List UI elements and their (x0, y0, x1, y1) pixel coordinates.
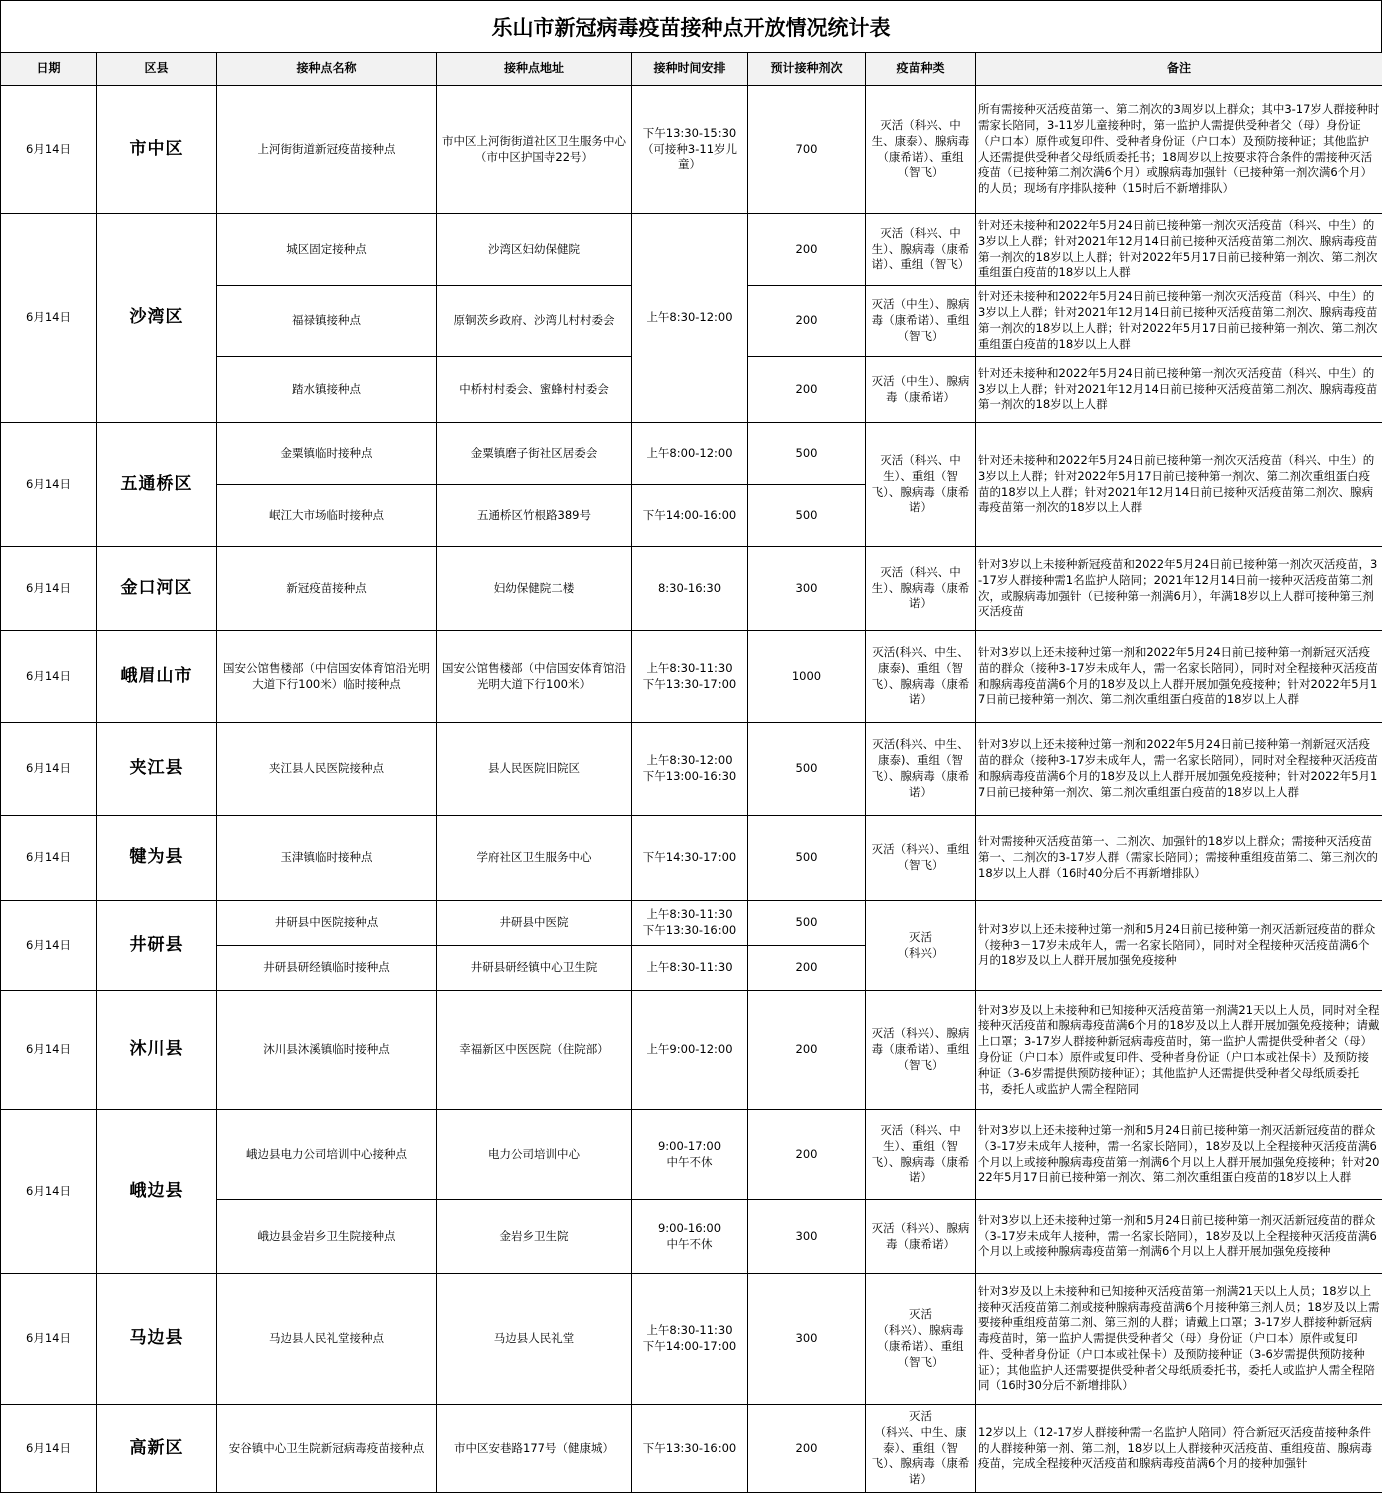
doses-cell: 200 (748, 1405, 866, 1493)
site-address-cell: 学府社区卫生服务中心 (437, 816, 632, 901)
site-address-cell: 沙湾区妇幼保健院 (437, 214, 632, 286)
time-cell: 8:30-16:30 (632, 547, 748, 631)
site-name-cell: 福禄镇接种点 (217, 286, 437, 357)
county-cell: 夹江县 (97, 723, 217, 816)
site-name-cell: 沐川县沐溪镇临时接种点 (217, 991, 437, 1110)
vaccine-cell: 灭活（科兴）、腺病毒（康希诺）、重组（智飞） (866, 991, 976, 1110)
table-row (1, 1110, 1382, 1200)
note-cell: 针对还未接种和2022年5月24日前已接种第一剂次灭活疫苗（科兴、中生）的3岁以上人群；针对2021年12月14日前已接种灭活疫苗第二剂次、腺病毒疫苗第一剂次的18岁以上人群；针对2022年5月17日前已接种第一剂次、第二剂次重组蛋白疫苗的18岁以上人群 (976, 214, 1382, 286)
time-cell: 上午8:30-12:00 (632, 214, 748, 423)
site-name-cell: 新冠疫苗接种点 (217, 547, 437, 631)
header-doses: 预计接种剂次 (748, 53, 866, 86)
county-cell: 金口河区 (97, 547, 217, 631)
header-vaccine: 疫苗种类 (866, 53, 976, 86)
site-address-cell: 井研县中医院 (437, 901, 632, 946)
table-row (1, 214, 1382, 286)
time-cell: 上午8:30-12:00 下午13:00-16:30 (632, 723, 748, 816)
doses-cell: 200 (748, 946, 866, 991)
date-cell: 6月14日 (1, 214, 97, 423)
county-cell: 五通桥区 (97, 423, 217, 547)
time-cell: 上午8:30-11:30 下午13:30-16:00 (632, 901, 748, 946)
header-site-name: 接种点名称 (217, 53, 437, 86)
site-name-cell: 踏水镇接种点 (217, 357, 437, 423)
county-cell: 市中区 (97, 86, 217, 214)
time-cell: 上午8:30-11:30 下午14:00-17:00 (632, 1274, 748, 1405)
date-cell: 6月14日 (1, 1274, 97, 1405)
header-time: 接种时间安排 (632, 53, 748, 86)
note-cell: 针对还未接种和2022年5月24日前已接种第一剂次灭活疫苗（科兴、中生）的3岁以上人群；针对2022年5月17日前已接种第一剂次、第二剂次重组蛋白疫苗的18岁以上人群；针对2021年12月14日前已接种灭活疫苗第二剂次、腺病毒疫苗第一剂次的18岁以上人群 (976, 423, 1382, 547)
doses-cell: 500 (748, 423, 866, 485)
doses-cell: 300 (748, 547, 866, 631)
time-cell: 下午14:30-17:00 (632, 816, 748, 901)
vaccine-cell: 灭活（中生）、腺病毒（康希诺） (866, 357, 976, 423)
doses-cell: 200 (748, 357, 866, 423)
doses-cell: 200 (748, 1110, 866, 1200)
vaccine-cell: 灭活 （科兴） (866, 901, 976, 991)
vaccine-cell: 灭活(科兴、中生、康泰)、重组（智飞）、腺病毒（康希诺） (866, 631, 976, 723)
site-name-cell: 金粟镇临时接种点 (217, 423, 437, 485)
doses-cell: 1000 (748, 631, 866, 723)
table-row (1, 901, 1382, 946)
site-address-cell: 电力公司培训中心 (437, 1110, 632, 1200)
site-name-cell: 城区固定接种点 (217, 214, 437, 286)
site-address-cell: 国安公馆售楼部（中信国安体育馆沿光明大道下行100米） (437, 631, 632, 723)
table-row (1, 423, 1382, 485)
header-county: 区县 (97, 53, 217, 86)
site-address-cell: 市中区安巷路177号（健康城） (437, 1405, 632, 1493)
county-cell: 井研县 (97, 901, 217, 991)
doses-cell: 500 (748, 816, 866, 901)
table-row (1, 86, 1382, 214)
page-title: 乐山市新冠病毒疫苗接种点开放情况统计表 (0, 0, 1382, 52)
header-date: 日期 (1, 53, 97, 86)
vaccine-cell: 灭活（科兴、中生、康泰）、腺病毒（康希诺）、重组（智飞） (866, 86, 976, 214)
site-name-cell: 安谷镇中心卫生院新冠病毒疫苗接种点 (217, 1405, 437, 1493)
note-cell: 针对3岁以上还未接种过第一剂和5月24日前已接种第一剂灭活新冠疫苗的群众（3-17岁未成年人接种，需一名家长陪同），18岁及以上全程接种灭活疫苗满6个月以上或接种腺病毒疫苗第一剂满6个月以上人群开展加强免疫接种；针对2022年5月17日前已接种第一剂次、第二剂次重组蛋白疫苗的18岁以上人群 (976, 1110, 1382, 1200)
site-address-cell: 井研县研经镇中心卫生院 (437, 946, 632, 991)
note-cell: 针对3岁以上还未接种过第一剂和5月24日前已接种第一剂灭活新冠疫苗的群众（接种3－17岁未成年人，需一名家长陪同），同时对全程接种灭活疫苗满6个月的18岁及以上人群开展加强免疫接种 (976, 901, 1382, 991)
doses-cell: 500 (748, 485, 866, 547)
vaccine-cell: 灭活（中生）、腺病毒（康希诺）、重组（智飞） (866, 286, 976, 357)
vaccine-cell: 灭活 （科兴）、腺病毒（康希诺）、重组（智飞） (866, 1274, 976, 1405)
doses-cell: 500 (748, 723, 866, 816)
site-name-cell: 玉津镇临时接种点 (217, 816, 437, 901)
doses-cell: 200 (748, 991, 866, 1110)
site-address-cell: 中桥村村委会、蜜蜂村村委会 (437, 357, 632, 423)
doses-cell: 200 (748, 214, 866, 286)
date-cell: 6月14日 (1, 1110, 97, 1274)
vaccination-table (0, 52, 1382, 1493)
table-row (1, 631, 1382, 723)
site-name-cell: 岷江大市场临时接种点 (217, 485, 437, 547)
site-address-cell: 马边县人民礼堂 (437, 1274, 632, 1405)
site-address-cell: 市中区上河街街道社区卫生服务中心（市中区护国寺22号） (437, 86, 632, 214)
site-name-cell: 井研县研经镇临时接种点 (217, 946, 437, 991)
site-address-cell: 金粟镇磨子街社区居委会 (437, 423, 632, 485)
site-name-cell: 峨边县电力公司培训中心接种点 (217, 1110, 437, 1200)
time-cell: 上午8:30-11:30 下午13:30-17:00 (632, 631, 748, 723)
note-cell: 针对3岁以上还未接种过第一剂和2022年5月24日前已接种第一剂新冠灭活疫苗的群众（接种3-17岁未成年人，需一名家长陪同），同时对全程接种灭活疫苗和腺病毒疫苗满6个月的18岁及以上人群开展加强免疫接种；针对2022年5月17日前已接种第一剂次、第二剂次重组蛋白疫苗的18岁以上人群 (976, 631, 1382, 723)
table-row (1, 723, 1382, 816)
county-cell: 峨边县 (97, 1110, 217, 1274)
time-cell: 上午9:00-12:00 (632, 991, 748, 1110)
site-address-cell: 妇幼保健院二楼 (437, 547, 632, 631)
vaccine-cell: 灭活（科兴、中生）、重组（智飞）、腺病毒（康希诺） (866, 423, 976, 547)
vaccine-cell: 灭活（科兴、中生）、腺病毒（康希诺）、重组（智飞） (866, 214, 976, 286)
site-address-cell: 幸福新区中医医院（住院部） (437, 991, 632, 1110)
table-row (1, 1274, 1382, 1405)
date-cell: 6月14日 (1, 86, 97, 214)
site-name-cell: 井研县中医院接种点 (217, 901, 437, 946)
site-name-cell: 峨边县金岩乡卫生院接种点 (217, 1200, 437, 1274)
vaccine-cell: 灭活（科兴、中生）、腺病毒（康希诺） (866, 547, 976, 631)
vaccine-cell: 灭活（科兴）、腺病毒（康希诺） (866, 1200, 976, 1274)
doses-cell: 300 (748, 1274, 866, 1405)
site-name-cell: 国安公馆售楼部（中信国安体育馆沿光明大道下行100米）临时接种点 (217, 631, 437, 723)
note-cell: 针对3岁以上还未接种过第一剂和2022年5月24日前已接种第一剂新冠灭活疫苗的群众（接种3-17岁未成年人，需一名家长陪同），同时对全程接种灭活疫苗和腺病毒疫苗满6个月的18岁及以上人群开展加强免疫接种；针对2022年5月17日前已接种第一剂次、第二剂次重组蛋白疫苗的18岁以上人群 (976, 723, 1382, 816)
date-cell: 6月14日 (1, 991, 97, 1110)
date-cell: 6月14日 (1, 723, 97, 816)
vaccine-cell: 灭活（科兴、中生）、重组（智飞）、腺病毒（康希诺） (866, 1110, 976, 1200)
site-address-cell: 县人民医院旧院区 (437, 723, 632, 816)
date-cell: 6月14日 (1, 901, 97, 991)
table-row (1, 991, 1382, 1110)
header-note: 备注 (976, 53, 1382, 86)
date-cell: 6月14日 (1, 547, 97, 631)
note-cell: 针对还未接种和2022年5月24日前已接种第一剂次灭活疫苗（科兴、中生）的3岁以上人群；针对2021年12月14日前已接种灭活疫苗第二剂次、腺病毒疫苗第一剂次的18岁以上人群 (976, 357, 1382, 423)
note-cell: 针对3岁以上未接种新冠疫苗和2022年5月24日前已接种第一剂次灭活疫苗，3-17岁人群接种需1名监护人陪同；2021年12月14日前一接种灭活疫苗第二剂次，或腺病毒加强针（已接种第一剂满6月），年满18岁以上人群可接种第三剂灭活疫苗 (976, 547, 1382, 631)
note-cell: 所有需接种灭活疫苗第一、第二剂次的3周岁以上群众；其中3-17岁人群接种时需家长陪同，3-11岁儿童接种时，第一监护人需提供受种者父（母）身份证（户口本）原件或复印件、受种者身份证（户口本）及预防接种证；其他监护人还需提供受种者父母纸质委托书；18周岁以上按要求符合条件的需接种灭活疫苗（已接种第二剂次满6个月）或腺病毒加强针（已接种第一剂次满6个月）的人员；现场有序排队接种（15时后不新增排队） (976, 86, 1382, 214)
note-cell: 针对3岁及以上未接种和已知接种灭活疫苗第一剂满21天以上人员；18岁以上接种灭活疫苗第二剂或接种腺病毒疫苗满6个月接种第三剂人员；18岁及以上需要接种重组疫苗第二剂、第三剂的人群；请戴上口罩；3-17岁人群接种新冠病毒疫苗时，第一监护人需提供受种者父（母）身份证（户口本）原件或复印件、受种者身份证（户口本或社保卡）及预防接种证（3-6岁需提供预防接种证）；其他监护人还需要提供受种者父母纸质委托书，委托人或监护人需全程陪同（16时30分后不新增排队） (976, 1274, 1382, 1405)
time-cell: 下午13:30-16:00 (632, 1405, 748, 1493)
doses-cell: 700 (748, 86, 866, 214)
table-row (1, 547, 1382, 631)
time-cell: 下午13:30-15:30 （可接种3-11岁儿童） (632, 86, 748, 214)
county-cell: 高新区 (97, 1405, 217, 1493)
header-site-address: 接种点地址 (437, 53, 632, 86)
note-cell: 针对3岁以上还未接种过第一剂和5月24日前已接种第一剂灭活新冠疫苗的群众（3-17岁未成年人接种，需一名家长陪同），18岁及以上全程接种灭活疫苗满6个月以上或接种腺病毒疫苗第一剂满6个月以上人群开展加强免疫接种 (976, 1200, 1382, 1274)
vaccine-cell: 灭活 （科兴、中生、康泰）、重组（智飞）、腺病毒（康希诺） (866, 1405, 976, 1493)
note-cell: 针对还未接种和2022年5月24日前已接种第一剂次灭活疫苗（科兴、中生）的3岁以上人群；针对2021年12月14日前已接种灭活疫苗第二剂次、腺病毒疫苗第一剂次的18岁以上人群；针对2022年5月17日前已接种第一剂次、第二剂次重组蛋白疫苗的18岁以上人群 (976, 286, 1382, 357)
time-cell: 上午8:30-11:30 (632, 946, 748, 991)
date-cell: 6月14日 (1, 423, 97, 547)
table-row (1, 1405, 1382, 1493)
vaccine-cell: 灭活(科兴、中生、康泰)、重组（智飞）、腺病毒（康希诺） (866, 723, 976, 816)
time-cell: 9:00-17:00 中午不休 (632, 1110, 748, 1200)
site-address-cell: 五通桥区竹根路389号 (437, 485, 632, 547)
date-cell: 6月14日 (1, 631, 97, 723)
site-name-cell: 夹江县人民医院接种点 (217, 723, 437, 816)
county-cell: 马边县 (97, 1274, 217, 1405)
date-cell: 6月14日 (1, 1405, 97, 1493)
table-row (1, 816, 1382, 901)
note-cell: 针对3岁及以上未接种和已知接种灭活疫苗第一剂满21天以上人员，同时对全程接种灭活疫苗和腺病毒疫苗满6个月的18岁及以上人群开展加强免疫接种；请戴上口罩；3-17岁人群接种新冠病毒疫苗时，第一监护人需提供受种者父（母）身份证（户口本）原件或复印件、受种者身份证（户口本或社保卡）及预防接种证（3-6岁需提供预防接种证）；其他监护人还需提供受种者父母纸质委托书，委托人或监护人需全程陪同 (976, 991, 1382, 1110)
county-cell: 犍为县 (97, 816, 217, 901)
site-address-cell: 原铜茨乡政府、沙湾儿村村委会 (437, 286, 632, 357)
doses-cell: 500 (748, 901, 866, 946)
site-address-cell: 金岩乡卫生院 (437, 1200, 632, 1274)
date-cell: 6月14日 (1, 816, 97, 901)
doses-cell: 200 (748, 286, 866, 357)
county-cell: 沙湾区 (97, 214, 217, 423)
note-cell: 针对需接种灭活疫苗第一、二剂次、加强针的18岁以上群众；需接种灭活疫苗第一、二剂次的3-17岁人群（需家长陪同）；需接种重组疫苗第二、第三剂次的18岁以上人群（16时40分后不再新增排队） (976, 816, 1382, 901)
header-row (1, 53, 1382, 86)
vaccine-cell: 灭活（科兴）、重组（智飞） (866, 816, 976, 901)
note-cell: 12岁以上（12-17岁人群接种需一名监护人陪同）符合新冠灭活疫苗接种条件的人群接种第一剂、第二剂，18岁以上人群接种灭活疫苗、重组疫苗、腺病毒疫苗，完成全程接种灭活疫苗和腺病毒疫苗满6个月的接种加强针 (976, 1405, 1382, 1493)
doses-cell: 300 (748, 1200, 866, 1274)
county-cell: 沐川县 (97, 991, 217, 1110)
time-cell: 下午14:00-16:00 (632, 485, 748, 547)
time-cell: 9:00-16:00 中午不休 (632, 1200, 748, 1274)
site-name-cell: 上河街街道新冠疫苗接种点 (217, 86, 437, 214)
time-cell: 上午8:00-12:00 (632, 423, 748, 485)
site-name-cell: 马边县人民礼堂接种点 (217, 1274, 437, 1405)
county-cell: 峨眉山市 (97, 631, 217, 723)
